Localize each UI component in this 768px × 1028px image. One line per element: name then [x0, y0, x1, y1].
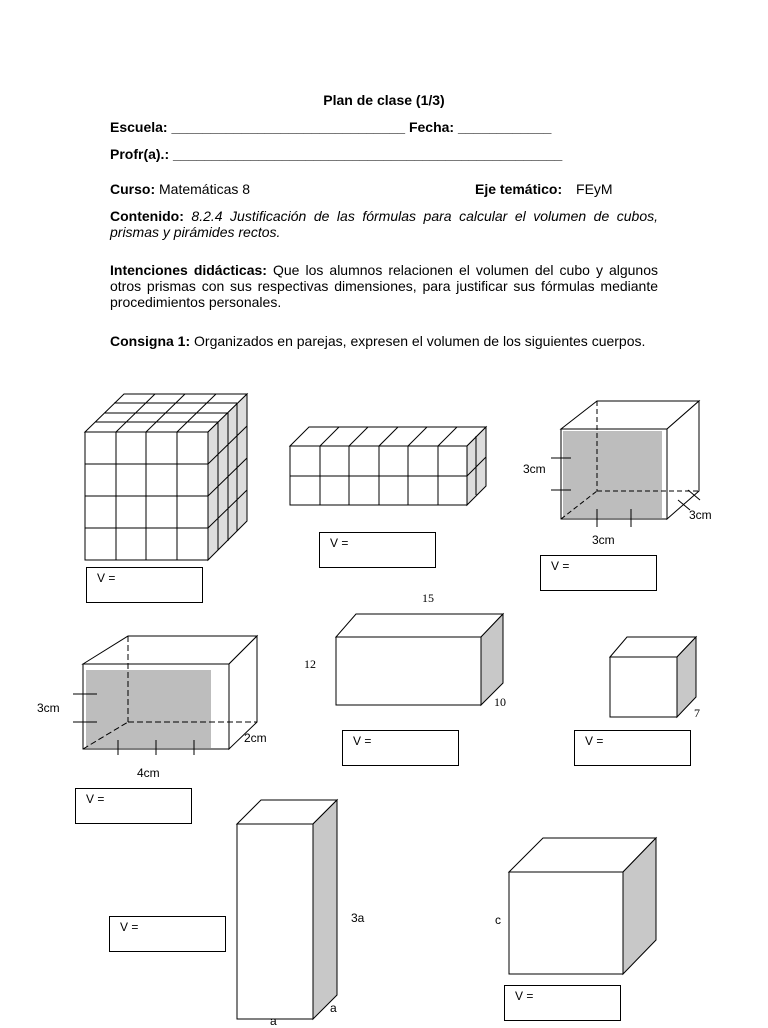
fig4-height-label: 3cm: [37, 701, 60, 715]
answer-box-4[interactable]: V =: [75, 788, 192, 824]
fig7-depth-label: a: [330, 1001, 337, 1015]
answer-box-1[interactable]: V =: [86, 567, 203, 603]
intenciones-label: Intenciones didácticas:: [110, 262, 267, 278]
answer-box-8[interactable]: V =: [504, 985, 621, 1021]
escuela-blank[interactable]: ______________________________: [171, 119, 406, 135]
fig7-height-label: 3a: [351, 911, 365, 925]
transparent-cube-figure: [551, 401, 700, 527]
answer-box-3[interactable]: V =: [540, 555, 657, 591]
consigna-text: Organizados en parejas, expresen el volumen de los siguientes cuerpos.: [194, 333, 646, 349]
curso-value: Matemáticas 8: [159, 181, 251, 197]
fig4-width-label: 4cm: [137, 766, 160, 780]
contenido-text: 8.2.4 Justificación de las fórmulas para calcular el volumen de cubos, prismas y pirámides rectos.: [110, 208, 659, 240]
intenciones-text: Que los alumnos relacionen el volumen del cubo y algunos otros prismas con sus respectivas dimensiones, para justificar sus fórmulas mediante procedimientos personales.: [110, 262, 659, 310]
small-cube-figure: [610, 637, 696, 717]
transparent-prism-figure: [73, 636, 257, 755]
answer-box-7[interactable]: V =: [109, 916, 226, 952]
tall-prism-figure: [237, 800, 337, 1019]
curso-label: Curso:: [110, 181, 156, 197]
answer-box-2[interactable]: V =: [319, 532, 436, 568]
fecha-label: Fecha:: [408, 119, 455, 135]
fig3-width-label: 3cm: [592, 533, 615, 547]
fig7-width-label: a: [270, 1014, 277, 1028]
answer-box-6[interactable]: V =: [574, 730, 691, 766]
profr-label: Profr(a).:: [110, 146, 170, 162]
eje-value: FEyM: [576, 181, 613, 197]
fig5-top-label: 15: [422, 591, 434, 605]
page-title: Plan de clase (1/3): [323, 92, 445, 108]
cube-grid-figure: [85, 394, 247, 560]
escuela-label: Escuela:: [110, 119, 168, 135]
answer-box-5[interactable]: V =: [342, 730, 459, 766]
fig5-left-label: 12: [304, 657, 316, 671]
prism-15-12-10-figure: [336, 614, 503, 705]
contenido-label: Contenido:: [110, 208, 184, 224]
fig6-depth-label: 7: [694, 706, 700, 720]
cube-c-figure: [509, 838, 656, 974]
consigna-label: Consigna 1:: [110, 333, 191, 349]
fig8-side-label: c: [495, 913, 501, 927]
prism-grid-figure: [290, 427, 486, 505]
fecha-blank[interactable]: ____________: [457, 119, 552, 135]
profr-blank[interactable]: __________________________________________________: [173, 146, 563, 162]
fig4-depth-label: 2cm: [244, 731, 267, 745]
eje-label: Eje temático:: [475, 181, 563, 197]
fig3-depth-label: 3cm: [689, 508, 712, 522]
fig3-height-label: 3cm: [523, 462, 546, 476]
fig5-depth-label: 10: [494, 695, 506, 709]
